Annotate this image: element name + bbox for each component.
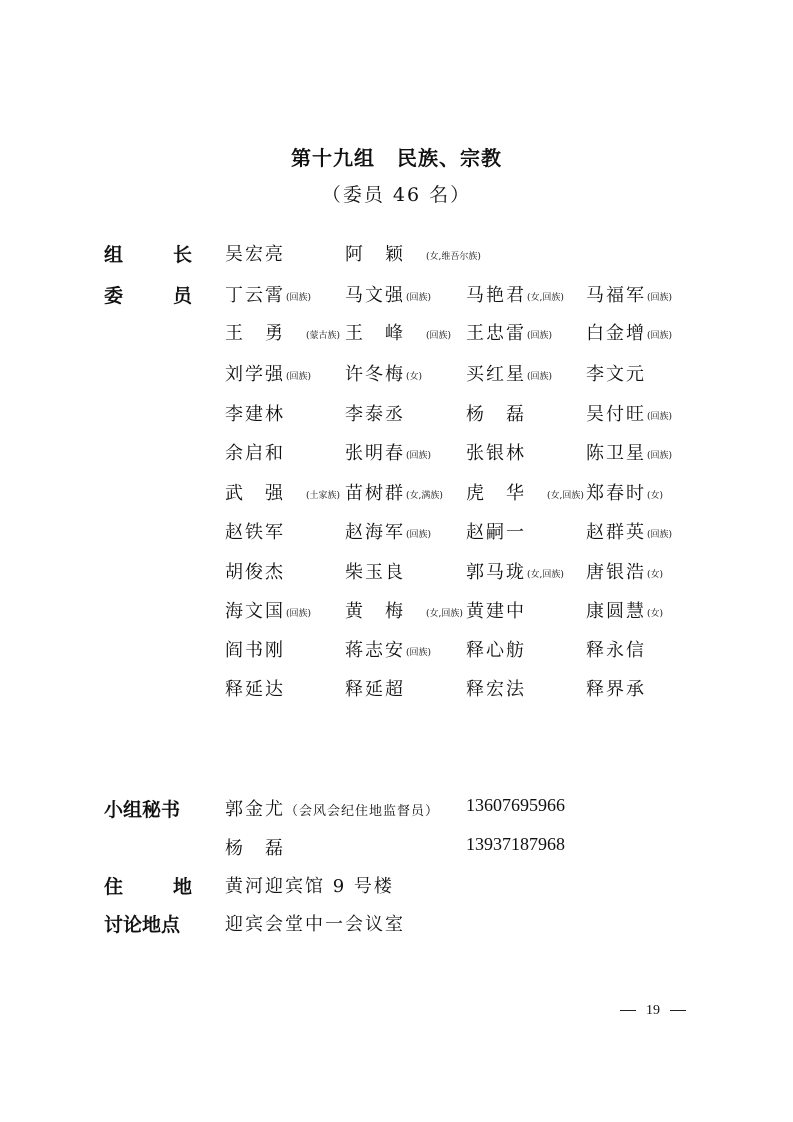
page-number	[610, 1003, 696, 1019]
ethnicity-note: (女)	[647, 569, 664, 580]
ethnicity-note: (女)	[406, 371, 423, 382]
member-name-16	[225, 439, 285, 465]
member-name-35	[586, 597, 663, 623]
member-name-36	[225, 636, 285, 662]
person-name: 赵铁军	[225, 522, 285, 543]
person-name: 陈卫星	[586, 443, 646, 464]
person-name: 李文元	[586, 364, 646, 385]
member-name-42	[466, 675, 526, 701]
person-name: 阿颖	[345, 244, 425, 265]
leaders-label: 组 长	[104, 244, 192, 266]
person-name: 海文国	[225, 601, 285, 622]
member-name-10	[466, 360, 552, 386]
person-name: 赵嗣一	[466, 522, 526, 543]
member-name-39	[586, 636, 646, 662]
residence-label: 住 地	[104, 876, 192, 898]
ethnicity-note: (回族)	[647, 411, 673, 422]
person-name: 刘学强	[225, 364, 285, 385]
venue-label: 讨论地点	[104, 914, 181, 936]
person-name: 唐银浩	[586, 562, 646, 583]
person-name: 杨磊	[466, 404, 546, 425]
member-name-22	[466, 479, 584, 505]
secretary-phone-1: 13607695966	[466, 795, 565, 815]
member-name-5	[345, 319, 451, 345]
secretary-entry-2	[225, 834, 305, 860]
member-name-13	[345, 400, 405, 426]
person-name: 柴玉良	[345, 562, 405, 583]
person-name: 白金增	[586, 323, 646, 344]
person-name: 王勇	[225, 323, 305, 344]
member-name-30	[466, 558, 564, 584]
person-name: 丁云霄	[225, 285, 285, 306]
person-name: 释心舫	[466, 640, 526, 661]
member-name-12	[225, 400, 285, 426]
member-name-0	[225, 281, 311, 307]
ethnicity-note: (回族)	[286, 608, 312, 619]
ethnicity-note: (女,回族)	[426, 608, 463, 619]
ethnicity-note: (土家族)	[306, 490, 341, 501]
member-name-14	[466, 400, 546, 426]
leader-name-0	[225, 240, 285, 266]
ethnicity-note: (回族)	[406, 647, 432, 658]
member-name-27	[586, 518, 672, 544]
ethnicity-note: (回族)	[647, 450, 673, 461]
member-name-4	[225, 319, 340, 345]
person-name: 张银林	[466, 443, 526, 464]
ethnicity-note: (女,回族)	[527, 569, 564, 580]
ethnicity-note: (蒙古族)	[306, 330, 341, 341]
member-name-33	[345, 597, 463, 623]
person-name: 释界承	[586, 679, 646, 700]
person-name: 黄梅	[345, 601, 425, 622]
member-name-41	[345, 675, 405, 701]
ethnicity-note: (回族)	[426, 330, 452, 341]
venue-value: 迎宾会堂中一会议室	[225, 914, 405, 935]
person-name: 释延超	[345, 679, 405, 700]
member-name-19	[586, 439, 672, 465]
residence-value: 黄河迎宾馆 9 号楼	[225, 876, 394, 897]
member-name-34	[466, 597, 526, 623]
secretary-entry-1	[225, 795, 439, 821]
member-name-1	[345, 281, 431, 307]
person-name: 虎华	[466, 483, 546, 504]
person-name: 康圆慧	[586, 601, 646, 622]
member-name-32	[225, 597, 311, 623]
person-name: 释宏法	[466, 679, 526, 700]
ethnicity-note: (回族)	[406, 529, 432, 540]
person-name: 马艳君	[466, 285, 526, 306]
member-name-29	[345, 558, 405, 584]
member-name-31	[586, 558, 663, 584]
member-name-11	[586, 360, 646, 386]
person-name: 郑春时	[586, 483, 646, 504]
member-name-37	[345, 636, 431, 662]
person-name: 许冬梅	[345, 364, 405, 385]
person-name: 张明春	[345, 443, 405, 464]
ethnicity-note: (回族)	[406, 292, 432, 303]
member-name-25	[345, 518, 431, 544]
member-count: （委员 46 名）	[321, 184, 472, 206]
secretary-label: 小组秘书	[104, 799, 181, 821]
secretary-name: 郭金尤	[225, 799, 285, 820]
ethnicity-note: (回族)	[647, 529, 673, 540]
member-name-38	[466, 636, 526, 662]
ethnicity-note: (回族)	[286, 292, 312, 303]
person-name: 吴宏亮	[225, 244, 285, 265]
person-name: 苗树群	[345, 483, 405, 504]
person-name: 李泰丞	[345, 404, 405, 425]
group-topic: 民族、宗教	[397, 146, 502, 170]
member-name-43	[586, 675, 646, 701]
member-name-26	[466, 518, 526, 544]
secretary-note: （会风会纪住地监督员）	[285, 804, 440, 819]
member-name-21	[345, 479, 443, 505]
person-name: 余启和	[225, 443, 285, 464]
member-name-7	[586, 319, 672, 345]
person-name: 释延达	[225, 679, 285, 700]
member-name-8	[225, 360, 311, 386]
page-title	[0, 142, 793, 171]
ethnicity-note: (回族)	[527, 330, 553, 341]
group-name: 第十九组	[291, 146, 375, 170]
ethnicity-note: (回族)	[286, 371, 312, 382]
member-name-9	[345, 360, 422, 386]
ethnicity-note: (女,回族)	[547, 490, 584, 501]
member-name-18	[466, 439, 526, 465]
person-name: 蒋志安	[345, 640, 405, 661]
person-name: 赵海军	[345, 522, 405, 543]
ethnicity-note: (回族)	[647, 292, 673, 303]
member-name-6	[466, 319, 552, 345]
ethnicity-note: (回族)	[406, 450, 432, 461]
ethnicity-note: (回族)	[527, 371, 553, 382]
ethnicity-note: (女,满族)	[406, 490, 443, 501]
person-name: 李建林	[225, 404, 285, 425]
member-name-20	[225, 479, 340, 505]
member-name-24	[225, 518, 285, 544]
member-name-17	[345, 439, 431, 465]
member-name-2	[466, 281, 564, 307]
person-name: 王峰	[345, 323, 425, 344]
person-name: 胡俊杰	[225, 562, 285, 583]
member-name-15	[586, 400, 672, 426]
member-name-23	[586, 479, 663, 505]
member-name-40	[225, 675, 285, 701]
ethnicity-note: (女,回族)	[527, 292, 564, 303]
person-name: 买红星	[466, 364, 526, 385]
leader-name-1	[345, 240, 481, 266]
person-name: 释永信	[586, 640, 646, 661]
member-name-28	[225, 558, 285, 584]
members-label: 委 员	[104, 285, 192, 307]
person-name: 马福军	[586, 285, 646, 306]
person-name: 赵群英	[586, 522, 646, 543]
page-number-value: 19	[646, 1003, 660, 1018]
secretary-name-2: 杨磊	[225, 838, 305, 859]
member-name-3	[586, 281, 672, 307]
person-name: 王忠雷	[466, 323, 526, 344]
ethnicity-note: (女)	[647, 608, 664, 619]
person-name: 武强	[225, 483, 305, 504]
ethnicity-note: (女)	[647, 490, 664, 501]
ethnicity-note: (女,维吾尔族)	[426, 251, 481, 262]
person-name: 郭马珑	[466, 562, 526, 583]
secretary-phone-2: 13937187968	[466, 834, 565, 854]
person-name: 阎书刚	[225, 640, 285, 661]
person-name: 吴付旺	[586, 404, 646, 425]
ethnicity-note: (回族)	[647, 330, 673, 341]
person-name: 马文强	[345, 285, 405, 306]
person-name: 黄建中	[466, 601, 526, 622]
